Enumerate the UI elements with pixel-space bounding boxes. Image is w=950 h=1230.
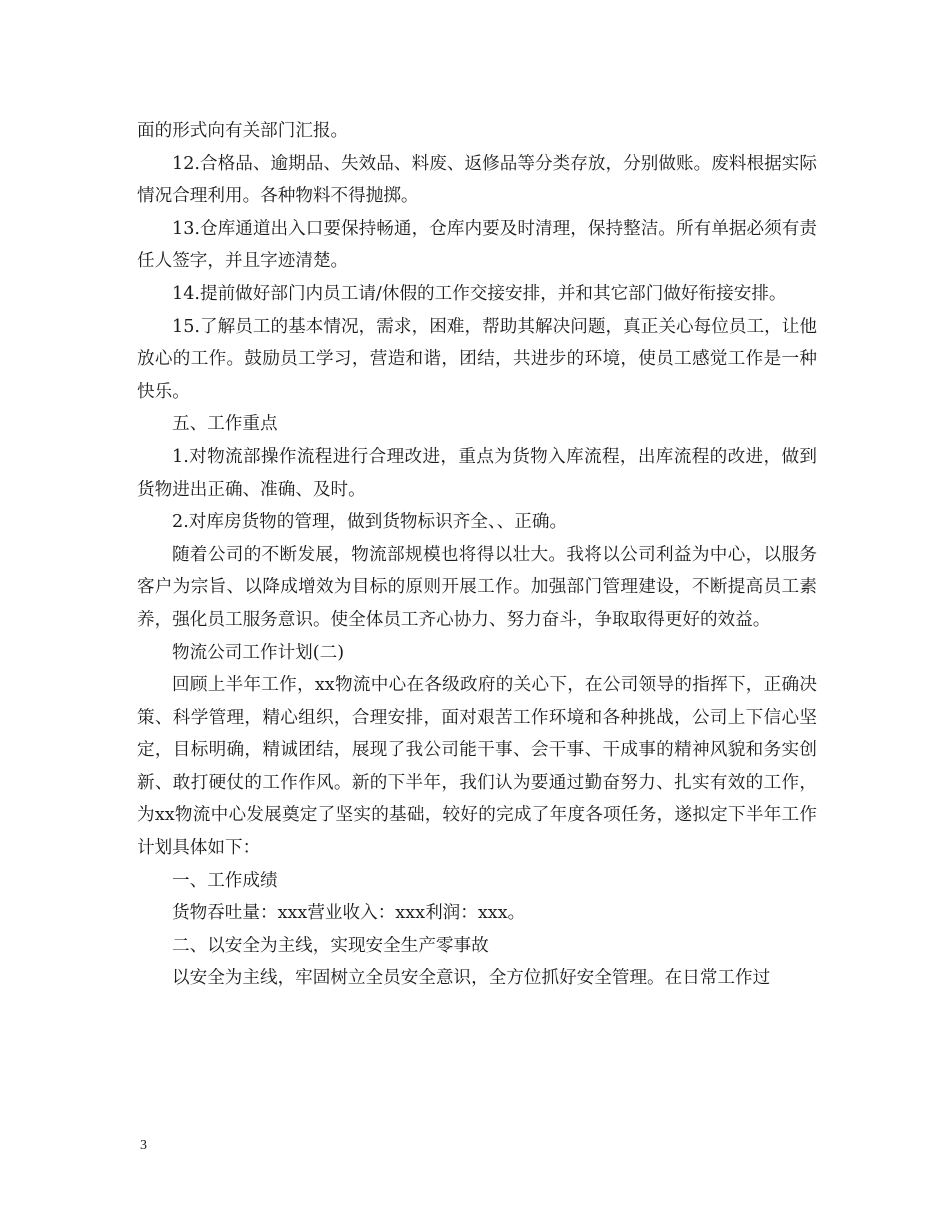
paragraph: 12.合格品、逾期品、失效品、料废、返修品等分类存放，分别做账。废料根据实际情况合理利用。各种物料不得抛掷。 xyxy=(137,153,817,207)
document-subtitle: 物流公司工作计划(二) xyxy=(172,642,345,663)
document-body xyxy=(137,115,817,995)
paragraph: 以安全为主线，牢固树立全员安全意识，全方位抓好安全管理。在日常工作过 xyxy=(172,968,771,989)
paragraph: 回顾上半年工作，xx物流中心在各级政府的关心下，在公司领导的指挥下，正确决策、科学管理，精心组织，合理安排，面对艰苦工作环境和各种挑战，公司上下信心坚定，目标明确，精诚团结，展现了我公司能干事、会干事、干成事的精神风貌和务实创新、敢打硬仗的工作作风。新的下半年，我们认为要通过勤奋努力、扎实有效的工作，为xx物流中心发展奠定了坚实的基础，较好的完成了年度各项任务，遂拟定下半年工作计划具体如下： xyxy=(137,675,817,859)
paragraph: 随着公司的不断发展，物流部规模也将得以壮大。我将以公司利益为中心，以服务客户为宗旨、以降成增效为目标的原则开展工作。加强部门管理建设，不断提高员工素养，强化员工服务意识。使全体员工齐心协力、努力奋斗，争取取得更好的效益。 xyxy=(137,544,817,630)
section-heading: 五、工作重点 xyxy=(172,414,278,435)
paragraph: 货物吞吐量：xxx营业收入：xxx利润：xxx。 xyxy=(172,903,526,924)
section-heading: 二、以安全为主线，实现安全生产零事故 xyxy=(172,935,489,956)
paragraph: 2.对库房货物的管理，做到货物标识齐全、、正确。 xyxy=(172,512,568,533)
page-number: 3 xyxy=(140,1138,147,1153)
paragraph: 13.仓库通道出入口要保持畅通，仓库内要及时清理，保持整洁。所有单据必须有责任人签字，并且字迹清楚。 xyxy=(137,218,817,272)
paragraph: 14.提前做好部门内员工请/休假的工作交接安排，并和其它部门做好衔接安排。 xyxy=(172,283,787,304)
paragraph: 1.对物流部操作流程进行合理改进，重点为货物入库流程，出库流程的改进，做到货物进出正确、准确、及时。 xyxy=(137,446,817,500)
section-heading: 一、工作成绩 xyxy=(172,870,278,891)
paragraph: 15.了解员工的基本情况，需求，困难，帮助其解决问题，真正关心每位员工，让他放心的工作。鼓励员工学习，营造和谐，团结，共进步的环境，使员工感觉工作是一种快乐。 xyxy=(137,316,817,402)
paragraph: 面的形式向有关部门汇报。 xyxy=(137,121,349,141)
